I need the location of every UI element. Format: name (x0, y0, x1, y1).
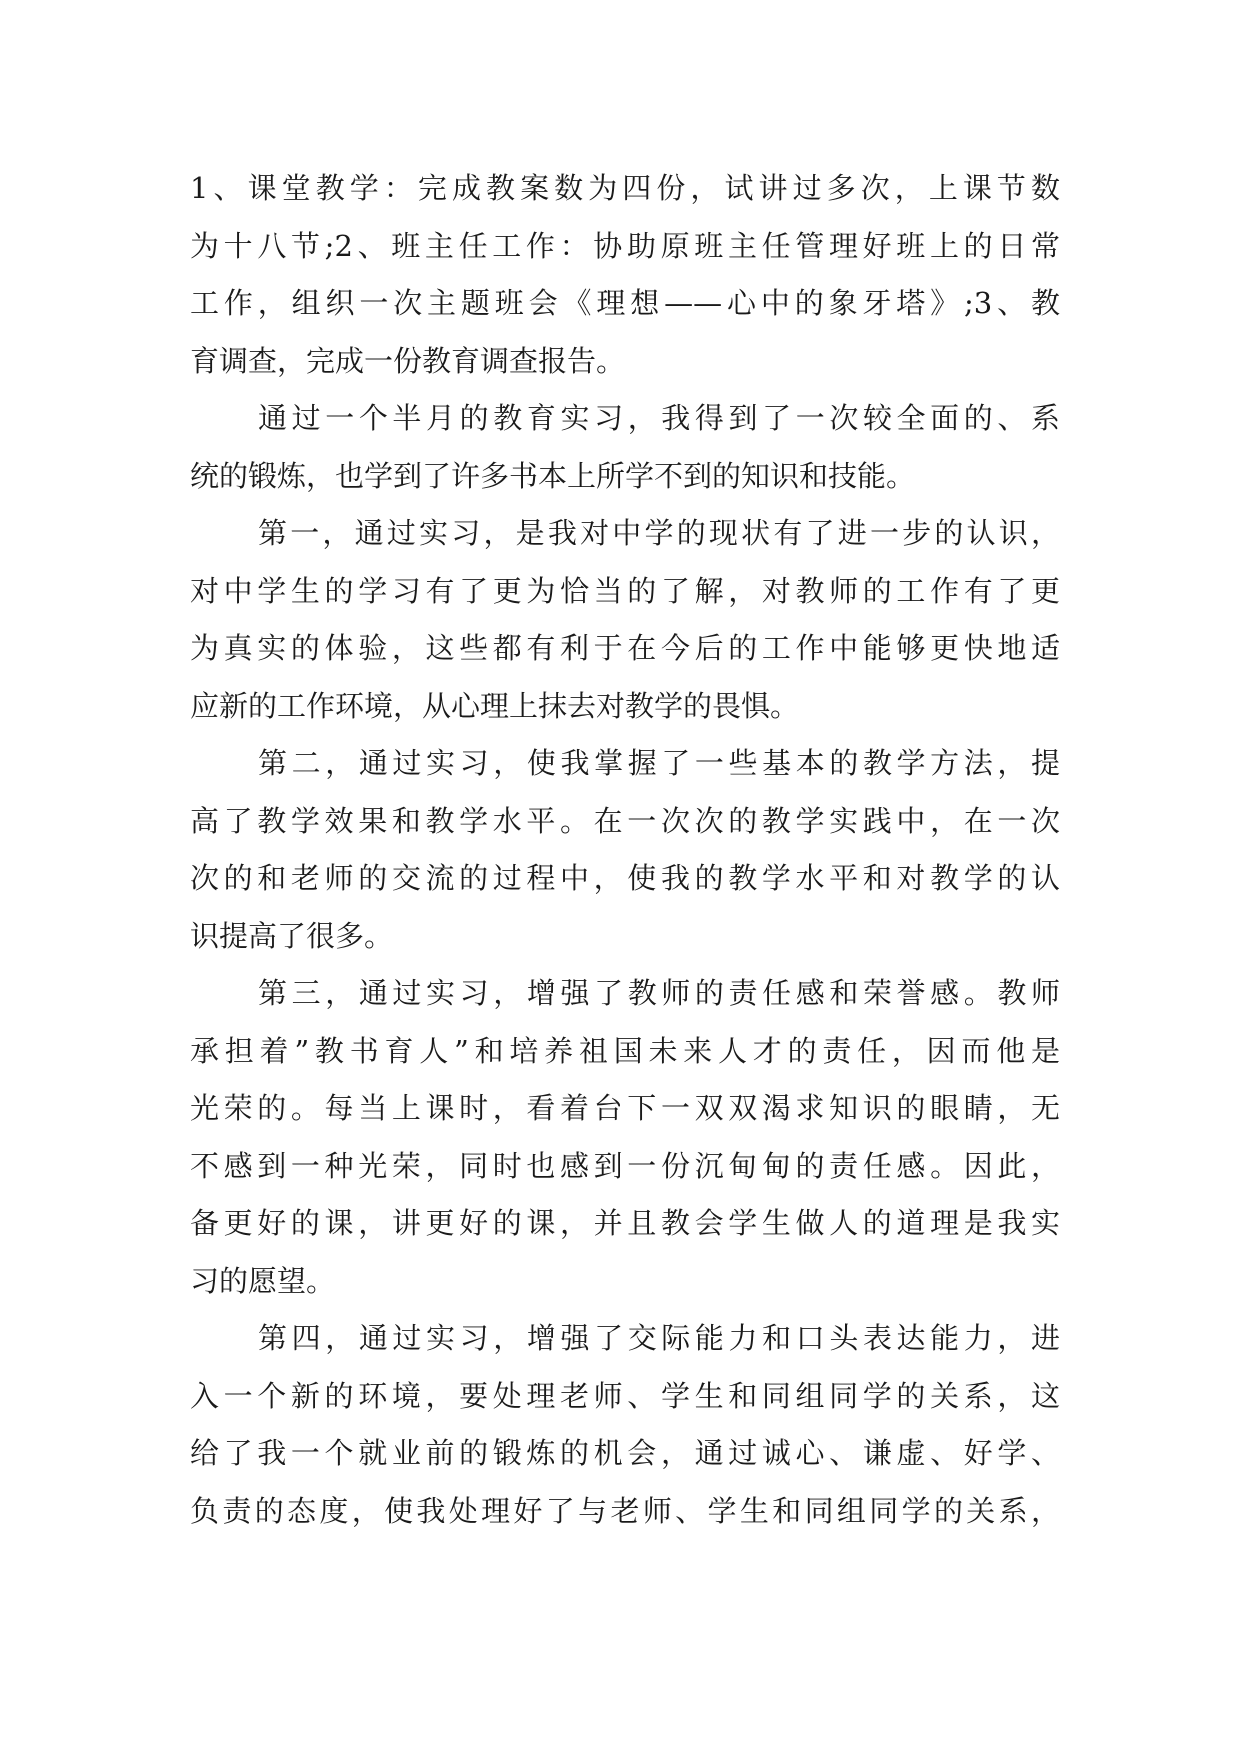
text-line: 习的愿望。 (190, 1263, 336, 1298)
text-line: 备更好的课，讲更好的课，并且教会学生做人的道理是我实 (190, 1206, 1060, 1240)
text-line: 第三，通过实习，增强了教师的责任感和荣誉感。教师 (258, 976, 1060, 1010)
text-line: 第四，通过实习，增强了交际能力和口头表达能力，进 (258, 1321, 1060, 1355)
document-body (190, 160, 1060, 1540)
text-line: 次的和老师的交流的过程中，使我的教学水平和对教学的认 (190, 861, 1060, 895)
text-line: 为十八节;2、班主任工作：协助原班主任管理好班上的日常 (190, 228, 1060, 263)
text-line: 第二，通过实习，使我掌握了一些基本的教学方法，提 (258, 746, 1060, 780)
text-line: 识提高了很多。 (190, 918, 394, 953)
text-line: 1、课堂教学：完成教案数为四份，试讲过多次，上课节数 (190, 171, 1060, 205)
text-line: 通过一个半月的教育实习，我得到了一次较全面的、系 (258, 401, 1060, 435)
text-line: 统的锻炼，也学到了许多书本上所学不到的知识和技能。 (190, 458, 916, 493)
text-line: 承担着”教书育人”和培养祖国未来人才的责任，因而他是 (190, 1033, 1060, 1068)
text-line: 入一个新的环境，要处理老师、学生和同组同学的关系，这 (190, 1378, 1060, 1413)
text-line: 应新的工作环境，从心理上抹去对教学的畏惧。 (190, 688, 800, 723)
text-line: 高了教学效果和教学水平。在一次次的教学实践中，在一次 (190, 803, 1060, 838)
text-line: 不感到一种光荣，同时也感到一份沉甸甸的责任感。因此， (190, 1148, 1060, 1183)
text-line: 负责的态度，使我处理好了与老师、学生和同组同学的关系， (190, 1493, 1060, 1528)
text-line: 第一，通过实习，是我对中学的现状有了进一步的认识， (258, 516, 1060, 550)
text-line: 光荣的。每当上课时，看着台下一双双渴求知识的眼睛，无 (190, 1091, 1060, 1125)
text-line: 工作，组织一次主题班会《理想——心中的象牙塔》;3、教 (190, 286, 1060, 320)
text-line: 给了我一个就业前的锻炼的机会，通过诚心、谦虚、好学、 (190, 1436, 1060, 1470)
text-line: 育调查，完成一份教育调查报告。 (190, 343, 626, 378)
text-line: 对中学生的学习有了更为恰当的了解，对教师的工作有了更 (190, 573, 1060, 608)
text-line: 为真实的体验，这些都有利于在今后的工作中能够更快地适 (190, 631, 1060, 665)
